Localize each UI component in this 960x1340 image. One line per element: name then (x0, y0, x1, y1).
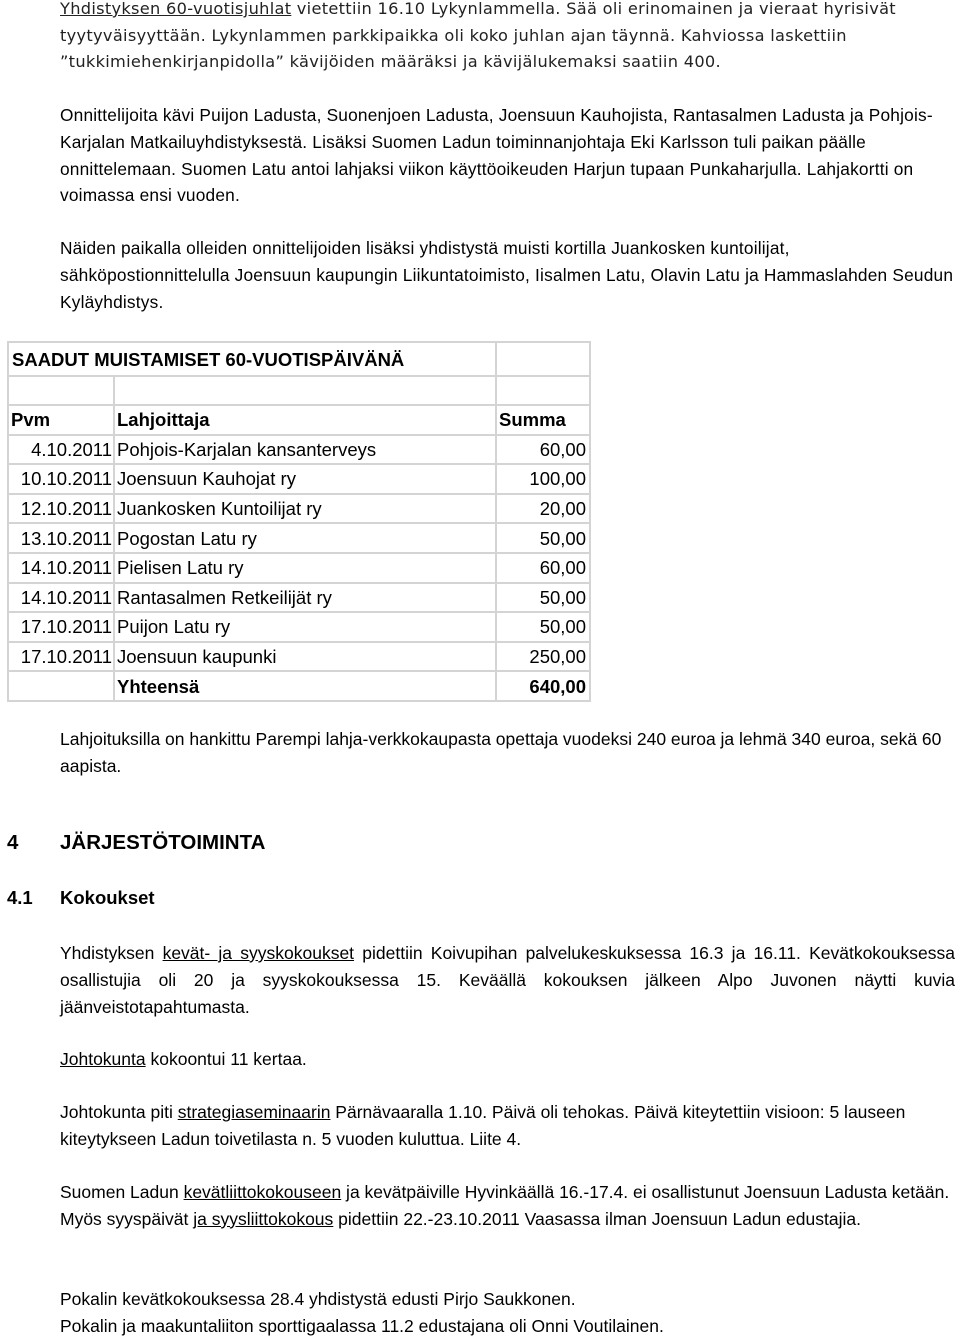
row-date: 13.10.2011 (8, 523, 114, 553)
federation-paragraph (60, 1179, 955, 1233)
row-donor: Pohjois-Karjalan kansanterveys (114, 435, 496, 465)
intro-line2: tyytyväisyyttään. Lykynlammen parkkipaikka oli koko juhlan ajan täynnä. Kahviossa laskettiin (60, 25, 847, 45)
intro-line1-rest: vietettiin 16.10 Lykynlammella. Sää oli erinomainen ja vieraat hyrisivät (291, 0, 896, 18)
spring-autumn-meetings-link[interactable]: kevät- ja syyskokoukset (162, 943, 355, 963)
spring-federation-meeting-link[interactable]: kevätliittokokouseen (183, 1182, 342, 1202)
table-row (8, 612, 590, 642)
row-amount: 50,00 (496, 523, 590, 553)
section-4-1-title: Kokoukset (60, 887, 155, 908)
pokal-line-1: Pokalin kevätkokouksessa 28.4 yhdistystä edusti Pirjo Saukkonen. (60, 1289, 576, 1309)
total-label: Yhteensä (114, 671, 496, 701)
row-amount: 60,00 (496, 553, 590, 583)
federation-text-rest: pidettiin 22.-23.10.2011 Vaasassa ilman Joensuun Ladun edustajia. (333, 1208, 861, 1229)
table-row (8, 435, 590, 465)
row-date: 14.10.2011 (8, 553, 114, 583)
table-row (8, 553, 590, 583)
intro-line3: ”tukkimiehenkirjanpidolla” kävijöiden määräksi ja kävijälukemaksi saatiin 400. (60, 52, 721, 71)
meetings-text: Yhdistyksen (60, 943, 163, 963)
row-donor: Joensuun kaupunki (114, 642, 496, 672)
row-date: 10.10.2011 (8, 464, 114, 494)
row-donor: Puijon Latu ry (114, 612, 496, 642)
strategy-paragraph (60, 1099, 955, 1153)
table-row (8, 642, 590, 672)
strategy-seminar-link[interactable]: strategiaseminaarin (177, 1102, 331, 1122)
row-date: 17.10.2011 (8, 612, 114, 642)
row-donor: Joensuun Kauhojat ry (114, 464, 496, 494)
row-donor: Rantasalmen Retkeilijät ry (114, 583, 496, 613)
pokal-paragraph (60, 1286, 955, 1340)
table-row (8, 523, 590, 553)
meetings-text-rest: pidettiin Koivupihan palvelukeskuksessa 16.3 ja 16.11. Kevätkokouksessa osallistujia oli 20 ja syyskokouksessa 15. Keväällä kokouksen jälkeen Alpo Juvonen näytti kuvia jäänveistotapahtumasta. (60, 943, 955, 1017)
row-date: 4.10.2011 (8, 435, 114, 465)
section-4-1-number: 4.1 (7, 887, 33, 908)
meetings-paragraph (60, 940, 955, 1020)
board-text: kokoontui 11 kertaa. (145, 1049, 307, 1069)
row-amount: 100,00 (496, 464, 590, 494)
header-donor: Lahjoittaja (114, 405, 496, 435)
federation-text: Suomen Ladun (60, 1182, 184, 1202)
anniversary-link[interactable]: Yhdistyksen 60-vuotisjuhlat (60, 0, 292, 18)
row-amount: 250,00 (496, 642, 590, 672)
table-row (8, 464, 590, 494)
row-amount: 50,00 (496, 612, 590, 642)
row-donor: Pogostan Latu ry (114, 523, 496, 553)
row-date: 14.10.2011 (8, 583, 114, 613)
federation-text-mid: ja kevätpäiville Hyvinkäällä 16.-17.4. ei osallistunut Joensuun Ladusta ketään. Myös syyspäivät (60, 1182, 950, 1229)
row-amount: 60,00 (496, 435, 590, 465)
intro-paragraph (60, 0, 955, 76)
table-header-row (8, 405, 590, 435)
autumn-federation-meeting-link[interactable]: ja syysliittokokous (193, 1208, 334, 1229)
row-amount: 50,00 (496, 583, 590, 613)
table-title: SAADUT MUISTAMISET 60-VUOTISPÄIVÄNÄ (8, 342, 496, 376)
section-4-heading (7, 831, 265, 855)
row-date: 12.10.2011 (8, 494, 114, 524)
remembered-paragraph: Näiden paikalla olleiden onnittelijoiden lisäksi yhdistystä muisti kortilla Juankosken kuntoilijat, sähköpostionnittelulla Joensuun kaupungin Liikuntatoimisto, Iisalmen Latu, Olavin Latu ja Hammaslahden Seudun Kyläyhdistys. (60, 238, 954, 312)
strategy-text: Johtokunta piti (60, 1102, 178, 1122)
section-4-1-heading (7, 887, 155, 909)
row-donor: Pielisen Latu ry (114, 553, 496, 583)
donations-table (7, 341, 591, 702)
strategy-text-rest: Pärnävaaralla 1.10. Päivä oli tehokas. Päivä kiteytettiin visioon: 5 lauseen kiteytykseen Ladun toivetilasta n. 5 vuoden kuluttua. Liite 4. (60, 1102, 906, 1149)
board-link[interactable]: Johtokunta (60, 1049, 146, 1069)
board-paragraph (60, 1046, 955, 1073)
table-total-row (8, 671, 590, 701)
donations-paragraph: Lahjoituksilla on hankittu Parempi lahja-verkkokaupasta opettaja vuodeksi 240 euroa ja lehmä 340 euroa, sekä 60 aapista. (60, 729, 942, 776)
congratulators-paragraph: Onnittelijoita kävi Puijon Ladusta, Suonenjoen Ladusta, Joensuun Kauhojista, Rantasalmen Ladusta ja Pohjois-Karjalan Matkailuyhdistyksestä. Lisäksi Suomen Ladun toiminnanjohtaja Eki Karlsson tuli paikan päälle onnittelemaan. Suomen Latu antoi lahjaksi viikon käyttöoikeuden Harjun tupaan Punkaharjulla. Lahjakortti on voimassa ensi vuoden. (60, 105, 933, 206)
row-date: 17.10.2011 (8, 642, 114, 672)
table-row (8, 494, 590, 524)
header-amount: Summa (496, 405, 590, 435)
row-donor: Juankosken Kuntoilijat ry (114, 494, 496, 524)
pokal-line-2: Pokalin ja maakuntaliiton sporttigaalassa 11.2 edustajana oli Onni Voutilainen. (60, 1315, 664, 1336)
header-date: Pvm (8, 405, 114, 435)
total-amount: 640,00 (496, 671, 590, 701)
section-4-title: JÄRJESTÖTOIMINTA (60, 831, 266, 854)
table-row (8, 583, 590, 613)
section-4-number: 4 (7, 831, 19, 854)
row-amount: 20,00 (496, 494, 590, 524)
